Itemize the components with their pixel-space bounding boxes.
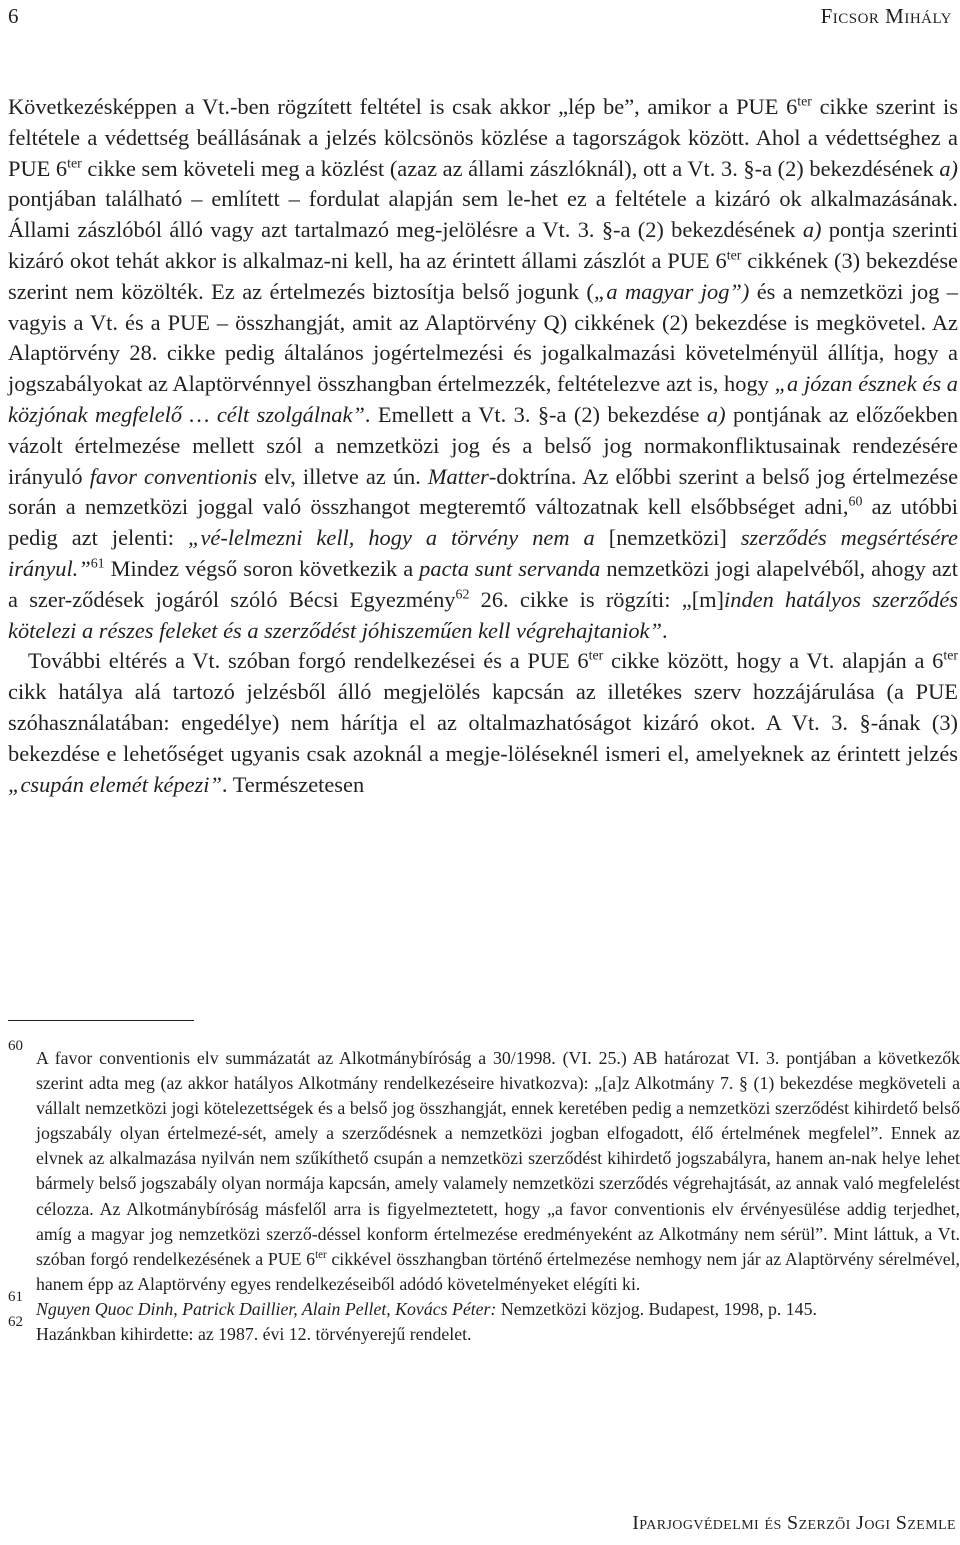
superscript: ter <box>726 248 742 264</box>
body-text <box>8 92 958 800</box>
footnotes <box>8 1038 960 1347</box>
superscript: ter <box>943 648 958 664</box>
paragraph-1: Következésképpen a Vt.-ben rögzített feltétel is csak akkor „lép be”, amikor a PUE $6^{ter}$ cikke szerint is feltétele a védettség beállásának a jelzés kölcsönös közlése a tagországok között. Ahol a védettséghez a PUE $6^{ter}$ cikke sem követeli meg a közlést (azaz az állami zászlóknál), ott a Vt. 3. §-a (2) bekezdésének a) pontjában található – említett – fordulat alapján sem le-​het ez a feltétele a kizáró ok alkalmazásának. Állami zászlóból álló vagy azt tartalmazó meg-​jelölésre a Vt. 3. §-a (2) bekezdésének a) pontja szerinti kizáró okot tehát akkor is alkalmaz-​ni kell, ha az érintett állami zászlót a PUE $6^{ter}$ cikkének (3) bekezdése szerint nem közölték. Ez az értelmezés biztosítja belső jogunk („a magyar jog”) és a nemzetközi jog – vagyis a Vt. és a PUE – összhangját, amit az Alaptörvény Q) cikkének (2) bekezdése is megkövetel. Az Alaptörvény 28. cikke pedig általános jogértelmezési és jogalkalmazási követelményül állítja, hogy a jogszabályokat az Alaptörvénnyel összhangban értelmezzék, feltételezve azt is, hogy „a józan észnek és a közjónak megfelelő … célt szolgálnak”. Emellett a Vt. 3. §-a (2) bekezdése a) pontjának az előzőekben vázolt értelmezése mellett szól a nemzetközi jog és a belső jog normakonfliktusainak rendezésére irányuló favor conventionis elv, illetve az ún. Matter-doktrína. Az előbbi szerint a belső jog értelmezése során a nemzetközi joggal való összhangot megteremtő változatnak kell elsőbbséget adni,$^{60}$ az utóbbi pedig azt jelenti: „vé-​lelmezni kell, hogy a törvény nem a [nemzetközi] szerződés megsértésére irányul.”$^{61}$ Mindez végső soron következik a pacta sunt servanda nemzetközi jogi alapelvéből, ahogy azt a szer-​ződések jogáról szóló Bécsi Egyezmény$^{62}$ 26. cikke is rögzíti: „[m]inden hatályos szerződés kötelezi a részes feleket és a szerződést jóhiszeműen kell végrehajtaniok”. <box>8 94 959 643</box>
page-header <box>8 4 952 29</box>
superscript: ter <box>67 155 82 171</box>
page-number: 6 <box>8 4 19 28</box>
superscript: ter <box>588 648 604 664</box>
journal-footer: Iparjogvédelmi és Szerzői Jogi Szemle <box>632 1512 956 1534</box>
paragraph-2: További eltérés a Vt. szóban forgó rendelkezései és a PUE $6^{ter}$ cikke között, hogy a Vt. alapján a $6^{ter}$ cikk hatálya alá tartozó jelzésből álló megjelölés kapcsán az illetékes szerv hozzájárulása (a PUE szóhasználatában: engedélye) nem hárítja el az oltalmazhatóságot kizáró okot. A Vt. 3. §-ának (3) bekezdése e lehetőséget ugyanis csak azoknál a megje-​löléseknél ismeri el, amelyeknek az érintett jelzés „csupán elemét képezi”. Természetesen <box>8 648 958 797</box>
footnote-number: 60 <box>8 1038 23 1054</box>
footnote-60: 60 A favor conventionis elv summázatát az Alkotmánybíróság a 30/1998. (VI. 25.) AB határozat VI. 3. pontjában a következők szerint adta meg (az akkor hatályos Alkotmány rendelkezéseire hivatkozva): „[a]z Alkotmány 7. § (1) bekezdése megköveteli a vállalt nemzetközi jogi kötelezettségek és a belső jog összhangját, ennek keretében pedig a nemzetközi szerződést kihirdető belső jogszabály olyan értelmezé-​sét, amely a szerződésnek a nemzetközi jogban elfogadott, élő értelmének megfelel”. Ennek az elvnek az alkalmazása nyilván nem szűkíthető csupán a nemzetközi szerződést kihirdető jogszabályra, hanem an-​nak helye lehet bármely belső jogszabály olyan normája kapcsán, amely valamely nemzetközi szerződés végrehajtását, az annak való megfelelést célozza. Az Alkotmánybíróság másfelől arra is figyelmeztetett, hogy „a favor conventionis elv érvényesülése addig terjedhet, amíg a magyar jog nemzetközi szerző-​déssel konform értelmezése eredményeként az Alkotmány nem sérül”. Mint láttuk, a Vt. szóban forgó rendelkezésének a PUE $6^{ter}$ cikkével összhangban történő értelmezése nemhogy nem jár az Alaptörvény sérelmével, hanem épp az Alaptörvény egyes rendelkezéseiből adódó követelményeket elégíti ki. <box>8 1038 960 1294</box>
superscript: ter <box>315 1248 327 1261</box>
footnote-62: 62 Hazánkban kihirdette: az 1987. évi 12. törvényerejű rendelet. <box>8 1314 472 1345</box>
footnote-number: 61 <box>8 1288 23 1305</box>
footnote-61: 61 Nguyen Quoc Dinh, Patrick Daillier, Alain Pellet, Kovács Péter: Nemzetközi közjog. Budapest, 1998, p. 145. <box>8 1288 817 1319</box>
superscript: ter <box>797 94 812 110</box>
footnote-ref-61[interactable]: 61 <box>90 556 105 572</box>
footnote-number: 62 <box>8 1314 23 1331</box>
running-head-author: Ficsor Mihály <box>820 4 952 28</box>
footnote-separator <box>8 1020 194 1021</box>
footnote-ref-60[interactable]: 60 <box>848 494 863 510</box>
footnote-ref-62[interactable]: 62 <box>455 587 470 603</box>
